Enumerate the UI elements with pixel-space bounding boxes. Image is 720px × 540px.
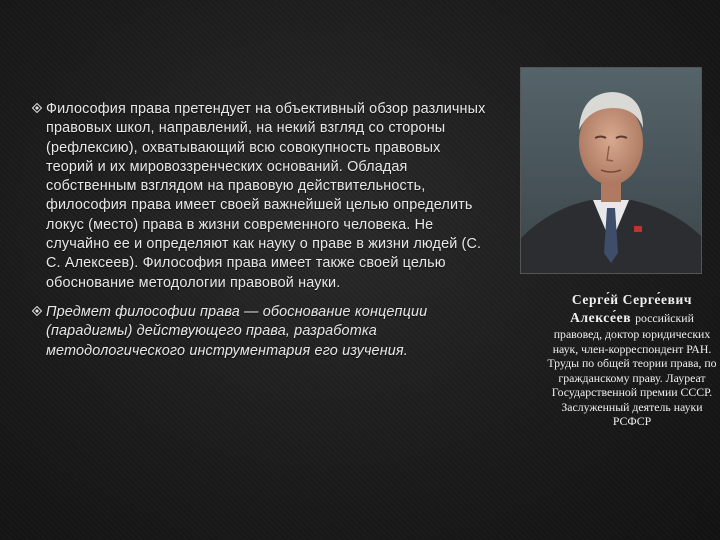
person-description: правовед, доктор юридических наук, член-корреспондент РАН. Труды по общей теории права, по гражданскому праву. Лауреат Государственной премии СССР. Заслуженный деятель науки РСФСР: [547, 327, 717, 428]
portrait-photo: [520, 67, 702, 274]
caption-inline-desc: российский: [635, 311, 694, 325]
bullet-item-subject: [30, 303, 490, 361]
diamond-bullet-icon: [32, 306, 42, 316]
diamond-bullet-icon: [32, 103, 42, 113]
portrait-caption: [547, 291, 717, 429]
person-surname: Алексе́ев: [570, 310, 632, 325]
bullet-text: Философия права претендует на объективный обзор различных правовых школ, направлений, на некий взгляд со стороны (рефлексию), охватывающий всю совокупность правовых теорий и их мировоззренческих оснований. Обладая собственным взглядом на правовую действительность, философия права имеет своей важнейшей целью определить локус (место) права в жизни современного человека. Не случайно ее и определяют как науку о праве в жизни людей (С. С. Алексеев). Философия права имеет также своей целью обоснование методологии правовой науки.: [46, 101, 486, 291]
bullet-item-philosophy: [30, 100, 490, 293]
portrait-illustration: [521, 68, 701, 273]
person-surname-line: [547, 309, 717, 327]
person-name: Серге́й Серге́евич: [571, 292, 693, 307]
bullet-text: Предмет философии права — обоснование концепции (парадигмы) действующего права, разработка методологического инструментария его изучения.: [46, 303, 428, 359]
bullet-list: [30, 100, 490, 371]
